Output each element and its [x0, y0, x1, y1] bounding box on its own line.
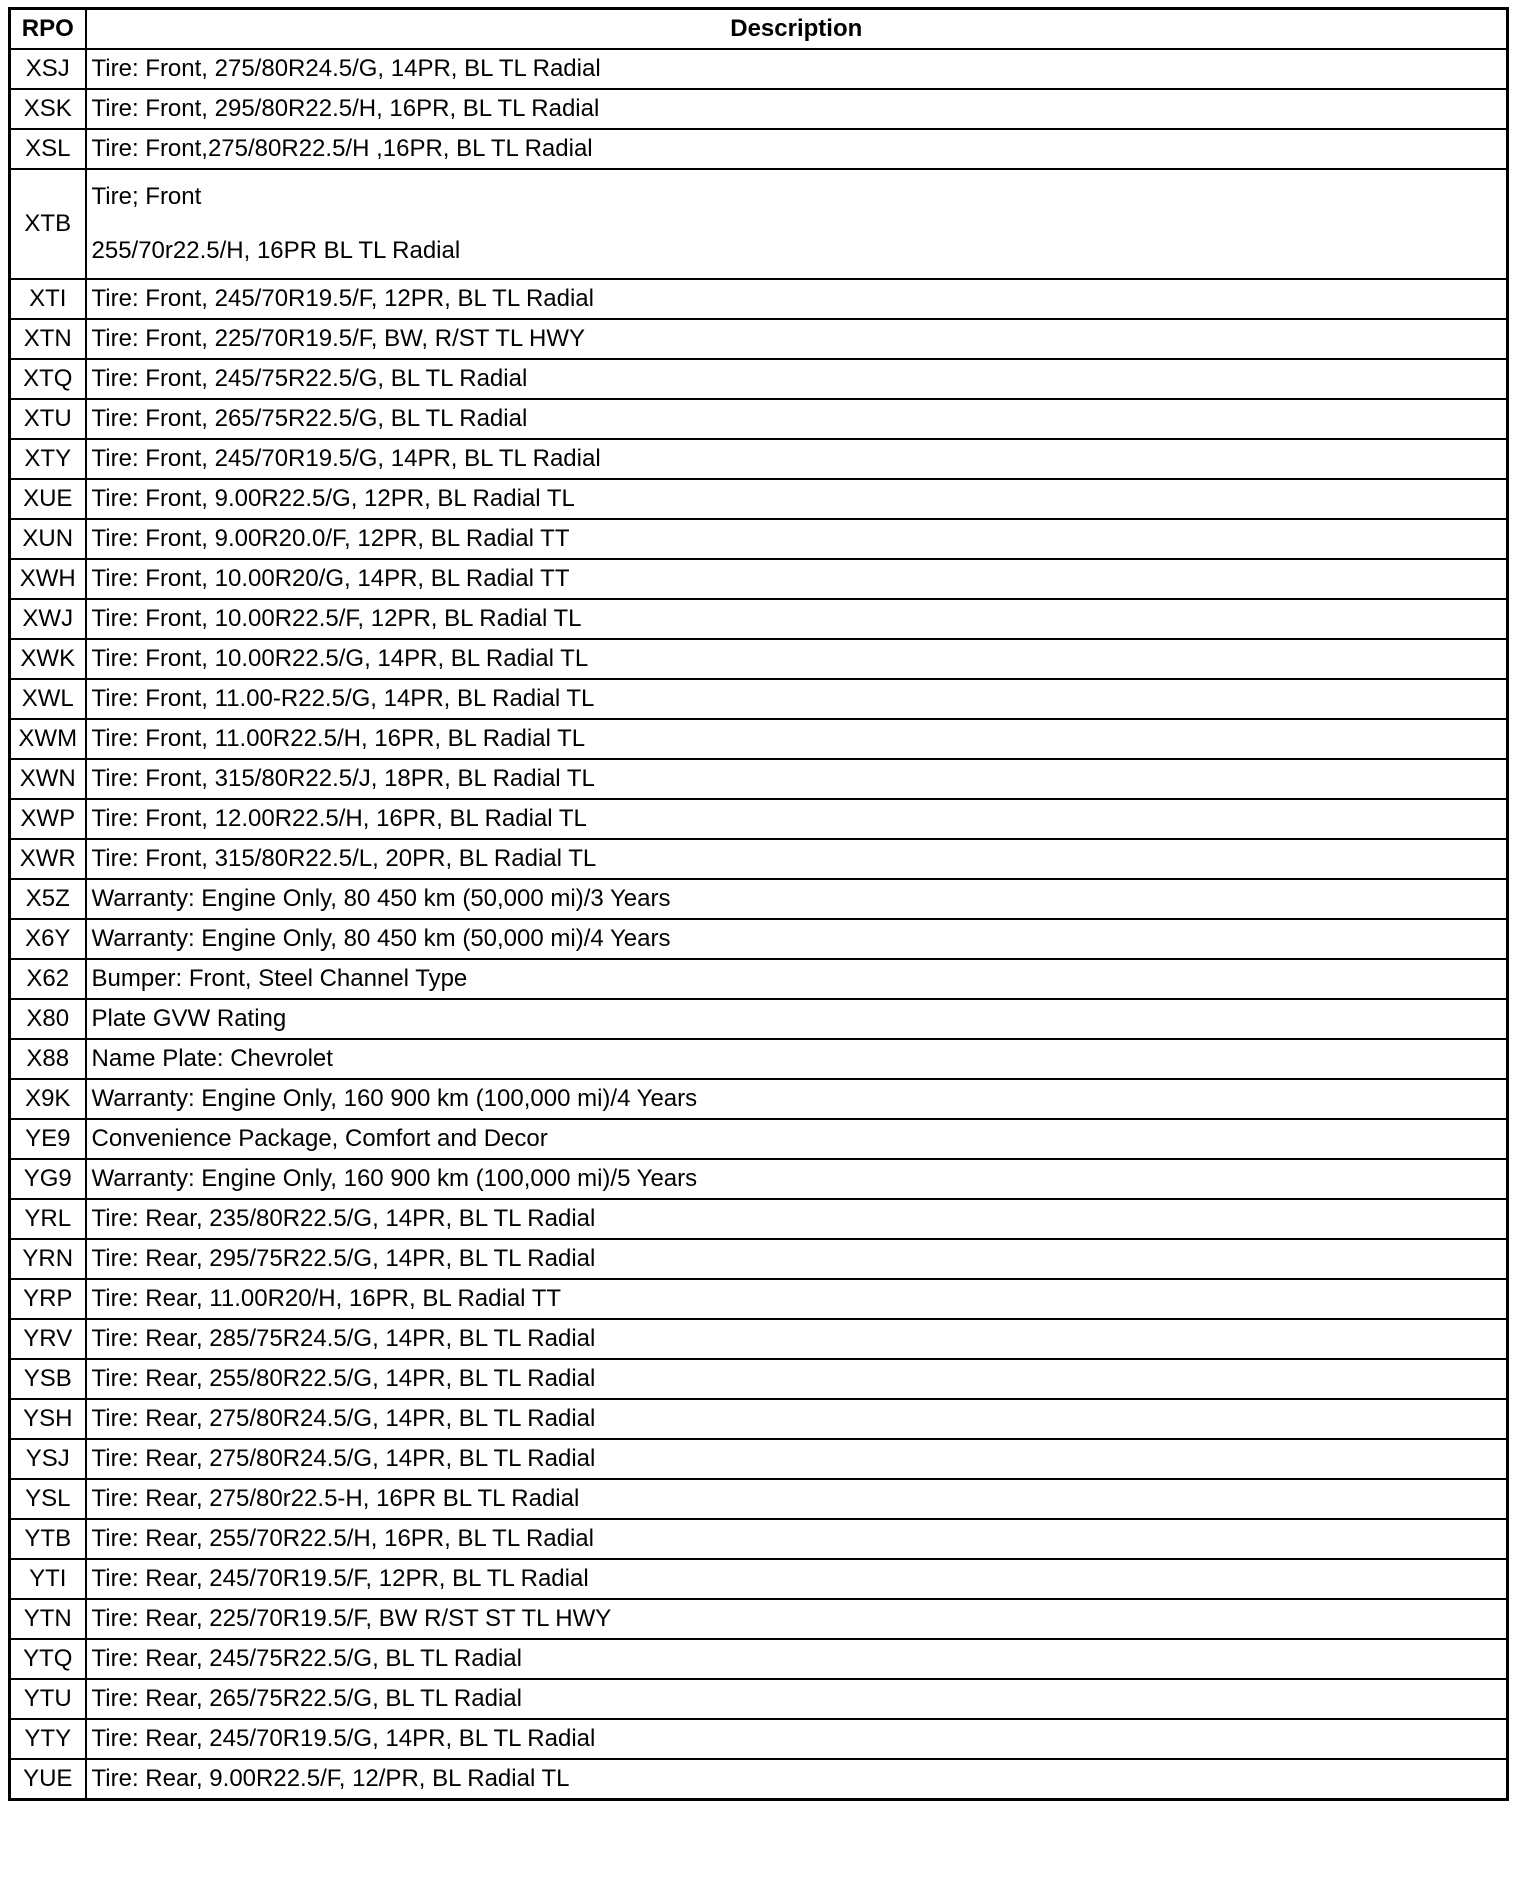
rpo-code: YSB — [10, 1359, 86, 1399]
rpo-description: Tire: Rear, 245/75R22.5/G, BL TL Radial — [86, 1639, 1508, 1679]
table-row — [10, 919, 1508, 959]
table-row — [10, 1199, 1508, 1239]
header-description: Description — [86, 9, 1508, 50]
rpo-code: YRP — [10, 1279, 86, 1319]
table-row — [10, 1599, 1508, 1639]
rpo-code: XWM — [10, 719, 86, 759]
rpo-code: XTB — [10, 169, 86, 279]
table-row — [10, 679, 1508, 719]
rpo-description-line: Tire; Front — [91, 183, 202, 210]
table-row — [10, 1159, 1508, 1199]
table-row — [10, 1719, 1508, 1759]
rpo-description: Plate GVW Rating — [86, 999, 1508, 1039]
rpo-description: Tire: Rear, 275/80r22.5-H, 16PR BL TL Radial — [86, 1479, 1508, 1519]
rpo-code: XTQ — [10, 359, 86, 399]
table-row — [10, 89, 1508, 129]
rpo-description: Tire: Front, 245/70R19.5/F, 12PR, BL TL Radial — [86, 279, 1508, 319]
rpo-description: Tire: Front, 11.00R22.5/H, 16PR, BL Radial TL — [86, 719, 1508, 759]
table-row — [10, 1319, 1508, 1359]
rpo-table — [8, 7, 1509, 1801]
table-row — [10, 1679, 1508, 1719]
rpo-code: XWL — [10, 679, 86, 719]
rpo-description: Tire: Front, 11.00-R22.5/G, 14PR, BL Radial TL — [86, 679, 1508, 719]
rpo-description: Tire: Rear, 225/70R19.5/F, BW R/ST ST TL HWY — [86, 1599, 1508, 1639]
rpo-code: YTQ — [10, 1639, 86, 1679]
rpo-description: Tire: Rear, 265/75R22.5/G, BL TL Radial — [86, 1679, 1508, 1719]
table-row — [10, 1399, 1508, 1439]
rpo-description: Bumper: Front, Steel Channel Type — [86, 959, 1508, 999]
table-row — [10, 399, 1508, 439]
rpo-description: Tire: Front, 245/70R19.5/G, 14PR, BL TL Radial — [86, 439, 1508, 479]
rpo-description: Tire: Front, 225/70R19.5/F, BW, R/ST TL HWY — [86, 319, 1508, 359]
rpo-description: Tire: Front, 295/80R22.5/H, 16PR, BL TL Radial — [86, 89, 1508, 129]
table-row — [10, 1559, 1508, 1599]
table-row — [10, 559, 1508, 599]
rpo-description: Tire: Front, 9.00R20.0/F, 12PR, BL Radial TT — [86, 519, 1508, 559]
rpo-code: YUE — [10, 1759, 86, 1800]
rpo-description: Tire: Front, 315/80R22.5/L, 20PR, BL Radial TL — [86, 839, 1508, 879]
table-row — [10, 1279, 1508, 1319]
table-row — [10, 599, 1508, 639]
table-row — [10, 999, 1508, 1039]
rpo-description: Tire: Front, 12.00R22.5/H, 16PR, BL Radial TL — [86, 799, 1508, 839]
rpo-description: Tire: Front, 315/80R22.5/J, 18PR, BL Radial TL — [86, 759, 1508, 799]
table-row — [10, 319, 1508, 359]
rpo-code: XUN — [10, 519, 86, 559]
rpo-code: XWN — [10, 759, 86, 799]
rpo-description: Tire: Rear, 9.00R22.5/F, 12/PR, BL Radial TL — [86, 1759, 1508, 1800]
rpo-code: XWP — [10, 799, 86, 839]
table-row — [10, 799, 1508, 839]
rpo-code: YRV — [10, 1319, 86, 1359]
rpo-code: XTN — [10, 319, 86, 359]
rpo-code: YRL — [10, 1199, 86, 1239]
rpo-description: Tire: Rear, 245/70R19.5/G, 14PR, BL TL Radial — [86, 1719, 1508, 1759]
rpo-code: YTY — [10, 1719, 86, 1759]
rpo-description: Tire: Front, 10.00R22.5/G, 14PR, BL Radial TL — [86, 639, 1508, 679]
rpo-code: X62 — [10, 959, 86, 999]
rpo-description: Tire: Front, 275/80R24.5/G, 14PR, BL TL Radial — [86, 49, 1508, 89]
rpo-code: YRN — [10, 1239, 86, 1279]
rpo-code: XTU — [10, 399, 86, 439]
rpo-description: Warranty: Engine Only, 80 450 km (50,000 mi)/4 Years — [86, 919, 1508, 959]
rpo-description: Tire: Rear, 275/80R24.5/G, 14PR, BL TL Radial — [86, 1399, 1508, 1439]
rpo-description: Tire: Rear, 11.00R20/H, 16PR, BL Radial TT — [86, 1279, 1508, 1319]
rpo-code: YSH — [10, 1399, 86, 1439]
table-row — [10, 719, 1508, 759]
table-row — [10, 959, 1508, 999]
table-row — [10, 359, 1508, 399]
rpo-code: X88 — [10, 1039, 86, 1079]
rpo-description: Tire: Front, 245/75R22.5/G, BL TL Radial — [86, 359, 1508, 399]
rpo-description: Warranty: Engine Only, 80 450 km (50,000 mi)/3 Years — [86, 879, 1508, 919]
header-row — [10, 9, 1508, 50]
rpo-code: YE9 — [10, 1119, 86, 1159]
rpo-code: YTB — [10, 1519, 86, 1559]
table-row — [10, 1079, 1508, 1119]
rpo-description: Convenience Package, Comfort and Decor — [86, 1119, 1508, 1159]
rpo-description: Warranty: Engine Only, 160 900 km (100,000 mi)/4 Years — [86, 1079, 1508, 1119]
table-row — [10, 479, 1508, 519]
table-row — [10, 839, 1508, 879]
table-row — [10, 1039, 1508, 1079]
rpo-description: Name Plate: Chevrolet — [86, 1039, 1508, 1079]
rpo-code: XWK — [10, 639, 86, 679]
rpo-code: YG9 — [10, 1159, 86, 1199]
table-row — [10, 169, 1508, 279]
table-row — [10, 279, 1508, 319]
rpo-code: X6Y — [10, 919, 86, 959]
rpo-description: Tire: Rear, 275/80R24.5/G, 14PR, BL TL Radial — [86, 1439, 1508, 1479]
rpo-code: YTU — [10, 1679, 86, 1719]
rpo-code: X80 — [10, 999, 86, 1039]
table-row — [10, 1759, 1508, 1800]
rpo-description-line: 255/70r22.5/H, 16PR BL TL Radial — [91, 237, 461, 264]
table-row — [10, 1479, 1508, 1519]
table-row — [10, 759, 1508, 799]
rpo-description: Tire: Front,275/80R22.5/H ,16PR, BL TL Radial — [86, 129, 1508, 169]
table-row — [10, 1519, 1508, 1559]
table-row — [10, 879, 1508, 919]
table-body — [10, 49, 1508, 1800]
rpo-description: Tire: Rear, 295/75R22.5/G, 14PR, BL TL Radial — [86, 1239, 1508, 1279]
rpo-description: Tire: Rear, 255/80R22.5/G, 14PR, BL TL Radial — [86, 1359, 1508, 1399]
table-row — [10, 1119, 1508, 1159]
table-row — [10, 129, 1508, 169]
rpo-description: Tire: Front, 10.00R22.5/F, 12PR, BL Radial TL — [86, 599, 1508, 639]
rpo-code: XWR — [10, 839, 86, 879]
rpo-code: XUE — [10, 479, 86, 519]
rpo-code: XTI — [10, 279, 86, 319]
table-row — [10, 49, 1508, 89]
table-row — [10, 519, 1508, 559]
rpo-description: Tire: Rear, 285/75R24.5/G, 14PR, BL TL Radial — [86, 1319, 1508, 1359]
rpo-code: YSJ — [10, 1439, 86, 1479]
rpo-description: Tire: Front, 10.00R20/G, 14PR, BL Radial TT — [86, 559, 1508, 599]
rpo-code: YTI — [10, 1559, 86, 1599]
rpo-description — [86, 169, 1508, 279]
rpo-code: X5Z — [10, 879, 86, 919]
table-row — [10, 439, 1508, 479]
rpo-description: Warranty: Engine Only, 160 900 km (100,000 mi)/5 Years — [86, 1159, 1508, 1199]
table-row — [10, 1439, 1508, 1479]
rpo-description: Tire: Rear, 235/80R22.5/G, 14PR, BL TL Radial — [86, 1199, 1508, 1239]
rpo-description: Tire: Rear, 255/70R22.5/H, 16PR, BL TL Radial — [86, 1519, 1508, 1559]
rpo-code: XWJ — [10, 599, 86, 639]
rpo-description: Tire: Rear, 245/70R19.5/F, 12PR, BL TL Radial — [86, 1559, 1508, 1599]
table-row — [10, 1359, 1508, 1399]
table-row — [10, 1639, 1508, 1679]
rpo-code: XSL — [10, 129, 86, 169]
rpo-code: YTN — [10, 1599, 86, 1639]
rpo-description: Tire: Front, 9.00R22.5/G, 12PR, BL Radial TL — [86, 479, 1508, 519]
rpo-description: Tire: Front, 265/75R22.5/G, BL TL Radial — [86, 399, 1508, 439]
rpo-code: XTY — [10, 439, 86, 479]
rpo-code: X9K — [10, 1079, 86, 1119]
rpo-code: XWH — [10, 559, 86, 599]
rpo-code: YSL — [10, 1479, 86, 1519]
table-row — [10, 1239, 1508, 1279]
rpo-code: XSJ — [10, 49, 86, 89]
rpo-code: XSK — [10, 89, 86, 129]
table-row — [10, 639, 1508, 679]
header-rpo: RPO — [10, 9, 86, 50]
